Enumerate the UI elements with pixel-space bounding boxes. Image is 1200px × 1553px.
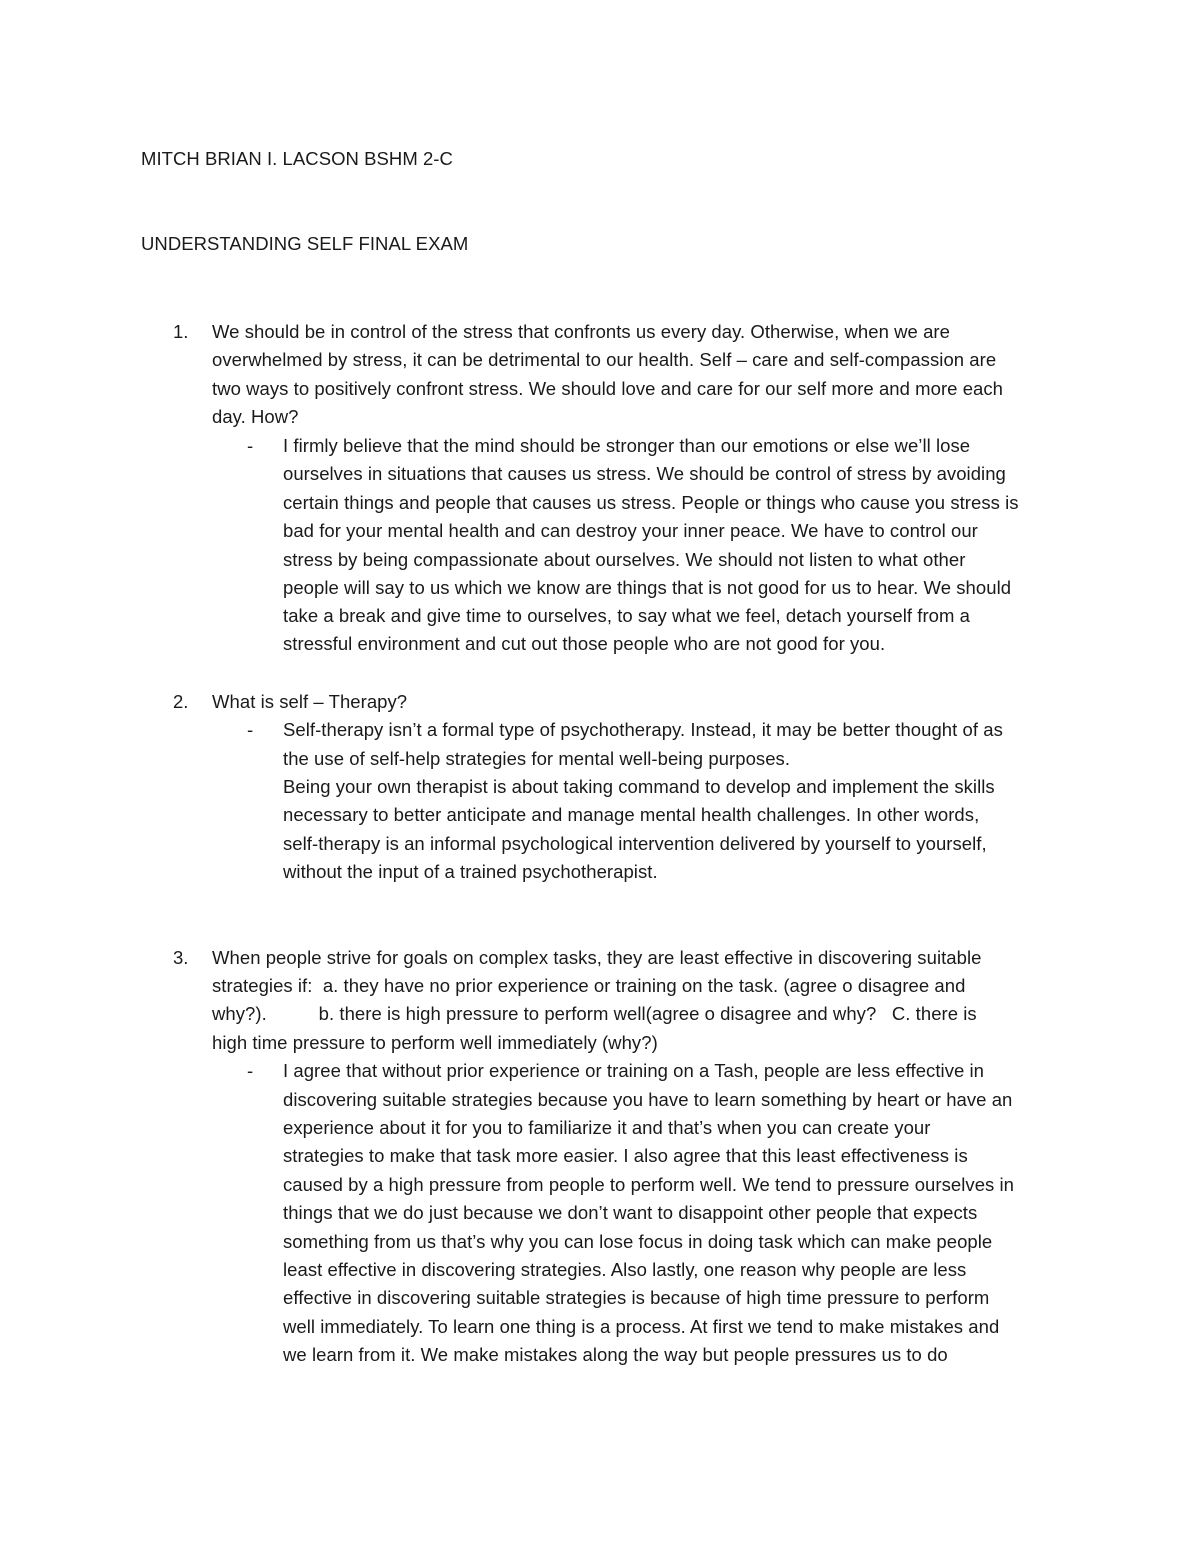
answer-text-line: Self-therapy isn’t a formal type of psychotherapy. Instead, it may be better thought of as [283, 719, 1003, 740]
question-text-line: day. How? [212, 406, 299, 427]
question-number: 2. [173, 691, 189, 712]
bullet-dash: - [247, 1060, 254, 1081]
question-text-line: What is self – Therapy? [212, 691, 408, 712]
answer-text-line: necessary to better anticipate and manage mental health challenges. In other words, [283, 804, 980, 825]
answer-text-line: Being your own therapist is about taking command to develop and implement the skills [283, 776, 995, 797]
answer-text-line: bad for your mental health and can destroy your inner peace. We have to control our [283, 520, 978, 541]
answer-text-line: I firmly believe that the mind should be stronger than our emotions or else we’ll lose [283, 435, 971, 456]
answer-text-line: stress by being compassionate about ourselves. We should not listen to what other [283, 549, 966, 570]
answer-text-line: ourselves in situations that causes us stress. We should be control of stress by avoiding [283, 463, 1006, 484]
question-text-line: strategies if: a. they have no prior experience or training on the task. (agree o disagree and [212, 975, 966, 996]
question-text-line: two ways to positively confront stress. We should love and care for our self more and more each [212, 378, 1004, 399]
answer-text-line: well immediately. To learn one thing is a process. At first we tend to make mistakes and [283, 1316, 1000, 1337]
answer-text-line: discovering suitable strategies because you have to learn something by heart or have an [283, 1089, 1013, 1110]
answer-text-line: the use of self-help strategies for mental well-being purposes. [283, 748, 791, 769]
question-text-line: why?). b. there is high pressure to perform well(agree o disagree and why? C. there is [212, 1003, 977, 1024]
answer-text-line: certain things and people that causes us stress. People or things who cause you stress is [283, 492, 1019, 513]
answer-text-line: effective in discovering suitable strategies is because of high time pressure to perform [283, 1287, 990, 1308]
question-text-line: When people strive for goals on complex tasks, they are least effective in discovering suitable [212, 947, 982, 968]
answer-text-line: take a break and give time to ourselves, to say what we feel, detach yourself from a [283, 605, 970, 626]
author-line: MITCH BRIAN I. LACSON BSHM 2-C [141, 148, 453, 169]
answer-text-line: least effective in discovering strategies. Also lastly, one reason why people are less [283, 1259, 967, 1280]
answer-text-line: stressful environment and cut out those people who are not good for you. [283, 633, 886, 654]
question-text-line: high time pressure to perform well immediately (why?) [212, 1032, 658, 1053]
bullet-dash: - [247, 435, 254, 456]
answer-text-line: we learn from it. We make mistakes along the way but people pressures us to do [283, 1344, 948, 1365]
answer-text-line: caused by a high pressure from people to perform well. We tend to pressure ourselves in [283, 1174, 1015, 1195]
answer-text-line: things that we do just because we don’t want to disappoint other people that expects [283, 1202, 978, 1223]
answer-text-line: I agree that without prior experience or training on a Tash, people are less effective in [283, 1060, 985, 1081]
answer-text-line: self-therapy is an informal psychological intervention delivered by yourself to yourself, [283, 833, 987, 854]
answer-text-line: something from us that’s why you can lose focus in doing task which can make people [283, 1231, 993, 1252]
question-number: 1. [173, 321, 189, 342]
answer-text-line: strategies to make that task more easier. I also agree that this least effectiveness is [283, 1145, 968, 1166]
answer-text-line: experience about it for you to familiarize it and that’s when you can create your [283, 1117, 931, 1138]
question-number: 3. [173, 947, 189, 968]
answer-text-line: without the input of a trained psychotherapist. [283, 861, 658, 882]
bullet-dash: - [247, 719, 254, 740]
answer-text-line: people will say to us which we know are things that is not good for us to hear. We should [283, 577, 1012, 598]
question-text-line: We should be in control of the stress that confronts us every day. Otherwise, when we are [212, 321, 950, 342]
question-text-line: overwhelmed by stress, it can be detrimental to our health. Self – care and self-compassion are [212, 349, 997, 370]
exam-title: UNDERSTANDING SELF FINAL EXAM [141, 233, 469, 254]
